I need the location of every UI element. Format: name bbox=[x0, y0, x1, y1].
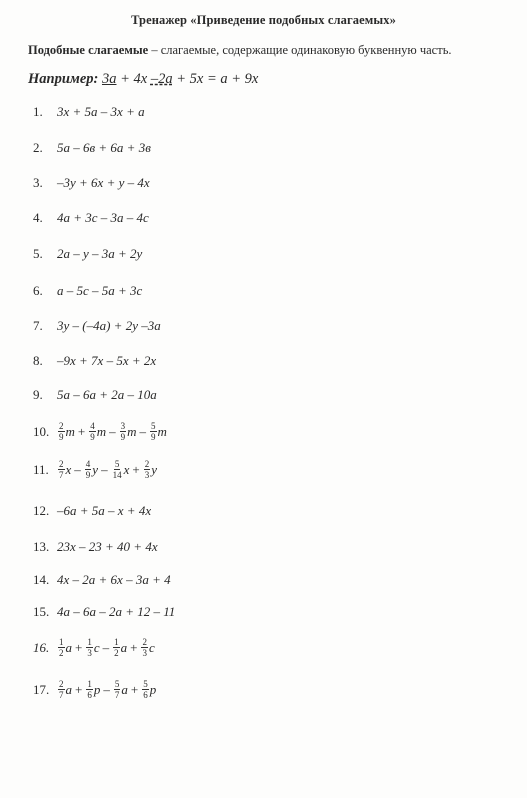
numerator: 4 bbox=[85, 459, 91, 469]
exercise-number: 14. bbox=[33, 572, 50, 587]
exercise-fraction-expression bbox=[57, 459, 157, 480]
exercise-number: 8. bbox=[33, 353, 43, 368]
numerator: 5 bbox=[143, 679, 148, 689]
exercise-fraction-expression bbox=[57, 679, 156, 700]
fraction bbox=[144, 459, 151, 480]
operator: + bbox=[130, 639, 138, 655]
operator: + bbox=[75, 681, 83, 697]
exercise-expression: 5a – 6в + 6a + 3в bbox=[57, 140, 151, 155]
exercise-expression: 4x – 2a + 6x – 3a + 4 bbox=[57, 572, 171, 587]
exercise-expression: –6a + 5a – x + 4x bbox=[57, 503, 152, 518]
numerator: 3 bbox=[120, 421, 126, 431]
numerator: 2 bbox=[59, 679, 64, 689]
operator: – bbox=[103, 681, 110, 697]
denominator: 3 bbox=[87, 648, 92, 658]
operator: + bbox=[130, 681, 139, 697]
exercise-number: 5. bbox=[33, 246, 43, 261]
exercise-item bbox=[33, 637, 155, 658]
exercise-number: 15. bbox=[33, 604, 50, 619]
numerator: 1 bbox=[114, 637, 119, 647]
exercise-item bbox=[33, 283, 142, 299]
exercise-expression: 23x – 23 + 40 + 4x bbox=[57, 539, 158, 554]
example-term-2: + 4x bbox=[116, 71, 151, 87]
numerator: 1 bbox=[87, 679, 92, 689]
exercise-fraction-expression bbox=[57, 637, 155, 658]
example bbox=[28, 71, 258, 88]
example-term-3: –2a bbox=[150, 71, 173, 87]
exercise-expression: 3x + 5a – 3x + a bbox=[57, 104, 145, 119]
variable: p bbox=[149, 681, 157, 697]
denominator: 9 bbox=[85, 470, 91, 480]
denominator: 6 bbox=[143, 690, 148, 700]
fraction bbox=[58, 679, 65, 700]
variable: a bbox=[120, 639, 128, 655]
denominator: 9 bbox=[151, 432, 156, 442]
exercise-expression: 2a – y – 3a + 2y bbox=[57, 246, 143, 261]
exercise-item bbox=[33, 539, 158, 555]
page-title: Тренажер «Приведение подобных слагаемых» bbox=[131, 13, 396, 27]
numerator: 4 bbox=[90, 421, 95, 431]
exercise-number: 16. bbox=[33, 639, 50, 655]
exercise-item bbox=[33, 421, 167, 442]
variable: m bbox=[65, 423, 75, 439]
fraction bbox=[58, 421, 65, 442]
example-term-4: + 5x = a + 9x bbox=[172, 71, 259, 87]
exercise-expression: –3y + 6x + y – 4x bbox=[57, 175, 150, 190]
exercise-number: 7. bbox=[33, 318, 43, 333]
exercise-fraction-expression bbox=[57, 421, 167, 442]
fraction bbox=[141, 637, 148, 658]
exercise-item bbox=[33, 246, 142, 262]
exercise-item bbox=[33, 679, 156, 700]
denominator: 9 bbox=[120, 432, 126, 442]
numerator: 2 bbox=[59, 421, 64, 431]
exercise-number: 3. bbox=[33, 175, 43, 190]
fraction bbox=[142, 679, 149, 700]
operator: + bbox=[75, 639, 83, 655]
definition-text: – слагаемые, содержащие одинаковую буквенную часть. bbox=[148, 43, 452, 57]
variable: a bbox=[65, 681, 72, 697]
exercise-item bbox=[33, 175, 150, 191]
variable: m bbox=[96, 423, 107, 439]
exercise-item bbox=[33, 459, 157, 480]
denominator: 7 bbox=[59, 470, 64, 480]
operator: – bbox=[101, 461, 108, 477]
exercise-item bbox=[33, 318, 161, 334]
denominator: 3 bbox=[144, 470, 150, 480]
denominator: 2 bbox=[59, 648, 64, 658]
fraction bbox=[120, 421, 127, 442]
exercise-number: 11. bbox=[33, 461, 49, 477]
fraction bbox=[114, 679, 121, 700]
exercise-expression: a – 5c – 5a + 3c bbox=[57, 283, 143, 298]
fraction bbox=[89, 421, 96, 442]
exercise-expression: –9x + 7x – 5x + 2x bbox=[57, 353, 157, 368]
operator: – bbox=[139, 423, 147, 439]
fraction bbox=[86, 679, 93, 700]
denominator: 7 bbox=[59, 690, 64, 700]
numerator: 5 bbox=[114, 459, 120, 469]
variable: a bbox=[121, 681, 128, 697]
variable: m bbox=[157, 423, 167, 439]
exercise-item bbox=[33, 503, 151, 519]
denominator: 9 bbox=[90, 432, 95, 442]
exercise-number: 10. bbox=[33, 423, 50, 439]
numerator: 5 bbox=[151, 421, 156, 431]
fraction bbox=[58, 637, 65, 658]
numerator: 5 bbox=[114, 679, 120, 689]
exercise-item bbox=[33, 353, 156, 369]
denominator: 2 bbox=[114, 648, 119, 658]
numerator: 2 bbox=[59, 459, 64, 469]
exercise-item bbox=[33, 210, 149, 226]
exercise-item bbox=[33, 604, 175, 620]
exercise-number: 12. bbox=[33, 503, 50, 518]
example-label: Например: bbox=[28, 71, 99, 87]
numerator: 1 bbox=[59, 637, 64, 647]
exercise-expression: 4a + 3c – 3a – 4c bbox=[57, 210, 149, 225]
denominator: 9 bbox=[59, 432, 64, 442]
variable: x bbox=[65, 461, 72, 477]
variable: y bbox=[151, 461, 157, 477]
numerator: 2 bbox=[144, 459, 150, 469]
fraction bbox=[86, 637, 93, 658]
numerator: 2 bbox=[142, 637, 147, 647]
definition-term: Подобные слагаемые bbox=[28, 43, 149, 57]
variable: y bbox=[92, 461, 99, 477]
fraction bbox=[112, 459, 123, 480]
denominator: 14 bbox=[112, 470, 122, 480]
operator: – bbox=[74, 461, 81, 477]
definition bbox=[28, 43, 523, 58]
exercise-number: 13. bbox=[33, 539, 50, 554]
denominator: 7 bbox=[114, 690, 120, 700]
fraction bbox=[58, 459, 65, 480]
exercise-number: 17. bbox=[33, 681, 50, 697]
operator: – bbox=[109, 423, 116, 439]
exercise-item bbox=[33, 387, 157, 403]
example-term-1: 3a bbox=[101, 71, 117, 87]
variable: a bbox=[65, 639, 72, 655]
numerator: 1 bbox=[87, 637, 92, 647]
variable: p bbox=[93, 681, 101, 697]
exercise-number: 1. bbox=[33, 104, 43, 119]
exercise-number: 4. bbox=[33, 210, 43, 225]
variable: x bbox=[123, 461, 130, 477]
example-expression bbox=[102, 71, 258, 87]
exercise-expression: 5a – 6a + 2a – 10a bbox=[57, 387, 157, 402]
exercise-expression: 4a – 6a – 2a + 12 – 11 bbox=[57, 604, 176, 619]
exercise-item bbox=[33, 140, 151, 156]
denominator: 6 bbox=[87, 690, 92, 700]
exercise-number: 6. bbox=[33, 283, 43, 298]
exercise-item bbox=[33, 572, 171, 588]
variable: c bbox=[148, 639, 155, 655]
exercise-number: 9. bbox=[33, 387, 43, 402]
variable: c bbox=[93, 639, 100, 655]
fraction bbox=[113, 637, 120, 658]
denominator: 3 bbox=[142, 648, 147, 658]
exercise-number: 2. bbox=[33, 140, 43, 155]
variable: m bbox=[127, 423, 137, 439]
operator: – bbox=[102, 639, 110, 655]
fraction bbox=[85, 459, 92, 480]
operator: + bbox=[77, 423, 86, 439]
exercise-item bbox=[33, 104, 145, 120]
exercise-expression: 3y – (–4a) + 2y –3a bbox=[57, 318, 161, 333]
fraction bbox=[150, 421, 157, 442]
operator: + bbox=[132, 461, 140, 477]
